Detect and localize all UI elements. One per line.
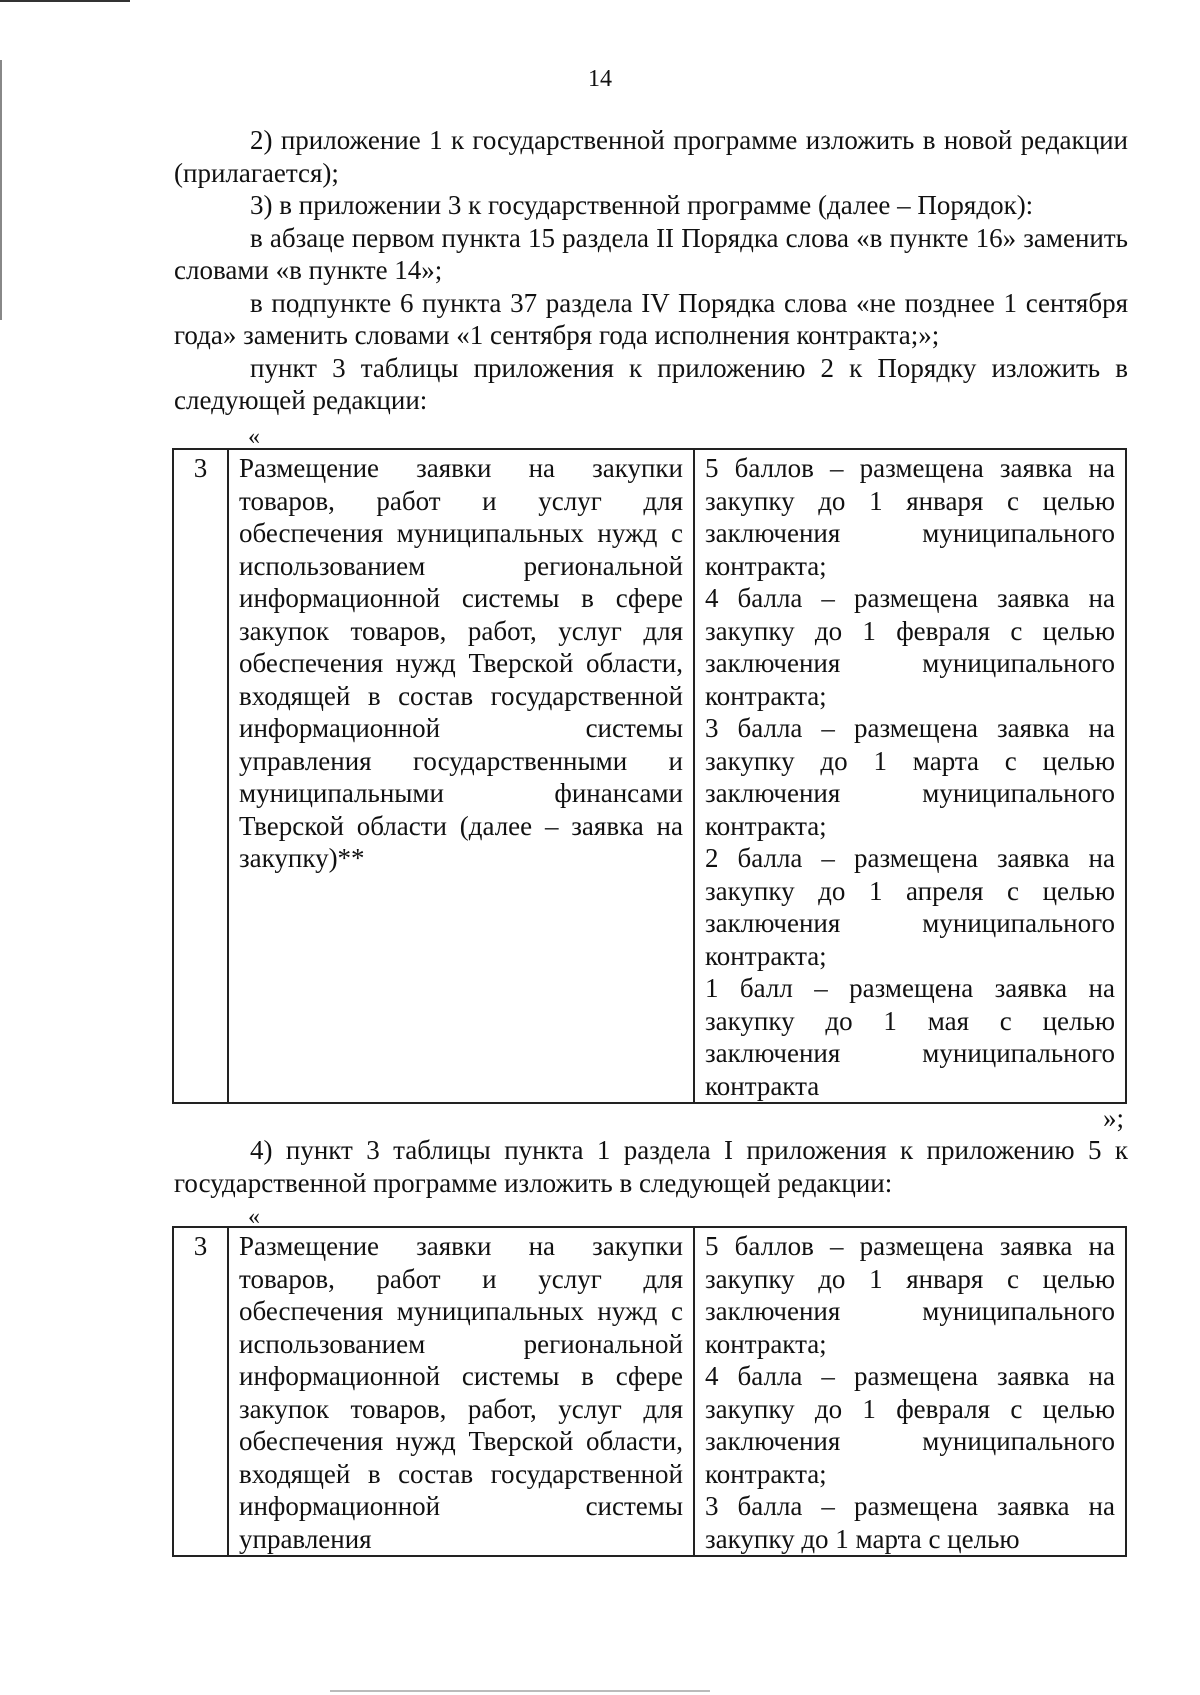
score-line: 3 балла – размещена заявка на закупку до 1 марта с целью заключения муниципального контракта;	[705, 713, 1115, 841]
row-number: 3	[173, 1227, 228, 1556]
score-line: 2 балла – размещена заявка на закупку до 1 апреля с целью заключения муниципального контракта;	[705, 843, 1115, 971]
score-line: 1 балл – размещена заявка на закупку до 1 мая с целью заключения муниципального контракта	[705, 973, 1115, 1101]
opening-quote: «	[248, 424, 260, 450]
closing-quote: »;	[1103, 1103, 1125, 1133]
paragraph: пункт 3 таблицы приложения к приложению 2 к Порядку изложить в следующей редакции:	[174, 352, 1128, 415]
paragraph: 3) в приложении 3 к государственной программе (далее – Порядок):	[250, 190, 1034, 220]
body-text-middle	[174, 1134, 1128, 1199]
table-row	[173, 449, 1126, 1103]
scan-edge-mark	[330, 1690, 710, 1692]
score-line: 3 балла – размещена заявка на закупку до 1 марта с целью	[705, 1491, 1115, 1554]
table-clip	[0, 1226, 1200, 1557]
score-line: 5 баллов – размещена заявка на закупку до 1 января с целью заключения муниципального контракта;	[705, 1231, 1115, 1359]
paragraph: в абзаце первом пункта 15 раздела II Порядка слова «в пункте 16» заменить словами «в пункте 14»;	[174, 222, 1128, 285]
score-line: 4 балла – размещена заявка на закупку до 1 февраля с целью заключения муниципального контракта;	[705, 583, 1115, 711]
score-cell	[694, 1227, 1126, 1556]
table-row	[173, 1227, 1126, 1556]
body-text-top	[174, 124, 1128, 417]
paragraph: 4) пункт 3 таблицы пункта 1 раздела I приложения к приложению 5 к государственной программе изложить в следующей редакции:	[174, 1135, 1128, 1198]
paragraph: в подпункте 6 пункта 37 раздела IV Порядка слова «не позднее 1 сентября года» заменить словами «1 сентября года исполнения контракта;»;	[174, 287, 1128, 350]
table-bottom-border	[172, 1555, 1127, 1557]
score-line: 5 баллов – размещена заявка на закупку до 1 января с целью заключения муниципального контракта;	[705, 453, 1115, 581]
criteria-table-continued	[172, 1226, 1127, 1557]
paragraph: 2) приложение 1 к государственной программе изложить в новой редакции (прилагается);	[174, 125, 1128, 188]
row-number: 3	[173, 449, 228, 1103]
criteria-table	[172, 448, 1127, 1104]
score-cell	[694, 449, 1126, 1103]
page-number: 14	[588, 66, 612, 92]
score-line: 4 балла – размещена заявка на закупку до 1 февраля с целью заключения муниципального контракта;	[705, 1361, 1115, 1489]
criterion-cell: Размещение заявки на закупки товаров, работ и услуг для обеспечения муниципальных нужд с использованием региональной информационной системы в сфере закупок товаров, работ, услуг для обеспечения нужд Тверской области, входящей в состав государственной информационной системы управления государственными и муниципальными финансами Тверской области (далее – заявка на закупку)**	[228, 449, 694, 1103]
opening-quote: «	[248, 1204, 260, 1230]
criterion-cell: Размещение заявки на закупки товаров, работ и услуг для обеспечения муниципальных нужд с использованием региональной информационной системы в сфере закупок товаров, работ, услуг для обеспечения нужд Тверской области, входящей в состав государственной информационной системы управления	[228, 1227, 694, 1556]
scan-edge-mark	[0, 60, 2, 320]
scan-edge-mark	[0, 0, 130, 2]
